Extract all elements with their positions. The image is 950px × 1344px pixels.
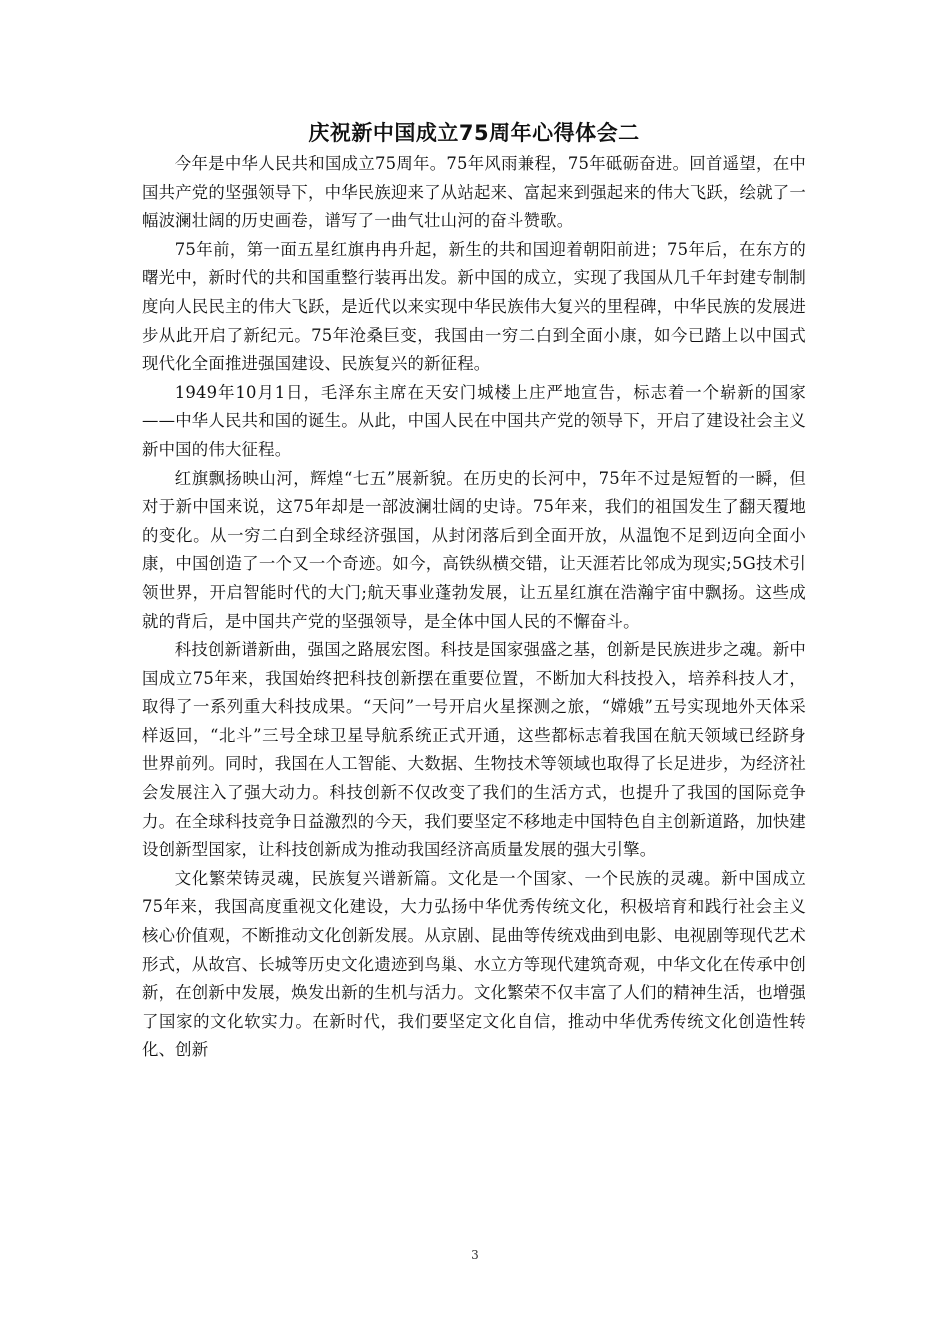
paragraph-6: 文化繁荣铸灵魂，民族复兴谱新篇。文化是一个国家、一个民族的灵魂。新中国成立75年来，我国高度重视文化建设，大力弘扬中华优秀传统文化，积极培育和践行社会主义核心价值观，不断推动文化创新发展。从京剧、昆曲等传统戏曲到电影、电视剧等现代艺术形式，从故宫、长城等历史文化遗迹到鸟巢、水立方等现代建筑奇观，中华文化在传承中创新，在创新中发展，焕发出新的生机与活力。文化繁荣不仅丰富了人们的精神生活，也增强了国家的文化软实力。在新时代，我们要坚定文化自信，推动中华优秀传统文化创造性转化、创新 <box>142 868 806 1060</box>
paragraph-5: 科技创新谱新曲，强国之路展宏图。科技是国家强盛之基，创新是民族进步之魂。新中国成立75年来，我国始终把科技创新摆在重要位置，不断加大科技投入，培养科技人才，取得了一系列重大科技成果。“天问”一号开启火星探测之旅，“嫦娥”五号实现地外天体采样返回，“北斗”三号全球卫星导航系统正式开通，这些都标志着我国在航天领域已经跻身世界前列。同时，我国在人工智能、大数据、生物技术等领域也取得了长足进步，为经济社会发展注入了强大动力。科技创新不仅改变了我们的生活方式，也提升了我国的国际竞争力。在全球科技竞争日益激烈的今天，我们要坚定不移地走中国特色自主创新道路，加快建设创新型国家，让科技创新成为推动我国经济高质量发展的强大引擎。 <box>142 640 806 860</box>
page-number: 3 <box>471 1248 479 1262</box>
paragraph-2: 75年前，第一面五星红旗冉冉升起，新生的共和国迎着朝阳前进；75年后，在东方的曙光中，新时代的共和国重整行装再出发。新中国的成立，实现了我国从几千年封建专制制度向人民民主的伟大飞跃，是近代以来实现中华民族伟大复兴的里程碑，中华民族的发展进步从此开启了新纪元。75年沧桑巨变，我国由一穷二白到全面小康，如今已踏上以中国式现代化全面推进强国建设、民族复兴的新征程。 <box>142 239 806 374</box>
paragraph-3: 1949年10月1日，毛泽东主席在天安门城楼上庄严地宣告，标志着一个崭新的国家——中华人民共和国的诞生。从此，中国人民在中国共产党的领导下，开启了建设社会主义新中国的伟大征程。 <box>142 382 806 459</box>
document-title: 庆祝新中国成立75周年心得体会二 <box>308 121 640 145</box>
document-page <box>142 118 806 1065</box>
paragraph-1: 今年是中华人民共和国成立75周年。75年风雨兼程，75年砥砺奋进。回首遥望，在中国共产党的坚强领导下，中华民族迎来了从站起来、富起来到强起来的伟大飞跃，绘就了一幅波澜壮阔的历史画卷，谱写了一曲气壮山河的奋斗赞歌。 <box>142 154 806 231</box>
paragraph-4: 红旗飘扬映山河，辉煌“七五”展新貌。在历史的长河中，75年不过是短暂的一瞬，但对于新中国来说，这75年却是一部波澜壮阔的史诗。75年来，我们的祖国发生了翻天覆地的变化。从一穷二白到全球经济强国，从封闭落后到全面开放，从温饱不足到迈向全面小康，中国创造了一个又一个奇迹。如今，高铁纵横交错，让天涯若比邻成为现实;5G技术引领世界，开启智能时代的大门;航天事业蓬勃发展，让五星红旗在浩瀚宇宙中飘扬。这些成就的背后，是中国共产党的坚强领导，是全体中国人民的不懈奋斗。 <box>142 468 806 631</box>
